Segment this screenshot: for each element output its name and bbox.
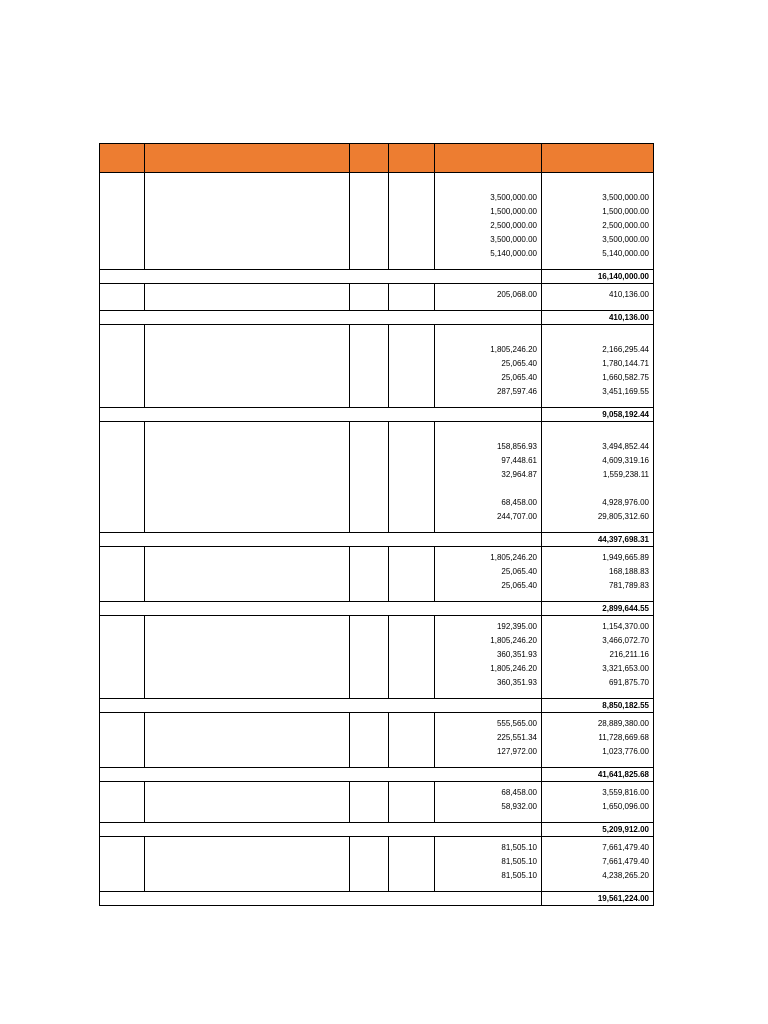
unit-price-value: 81,505.10: [501, 871, 537, 880]
unit-price-value: 3,500,000.00: [490, 193, 537, 202]
unit-cell: [350, 616, 389, 699]
quantity-cell: [389, 782, 435, 823]
amount-value: 4,609,319.16: [602, 456, 649, 465]
amount-value: 1,154,370.00: [602, 622, 649, 631]
subtotal-row: [100, 311, 654, 325]
amount-value: 410,136.00: [608, 290, 649, 299]
subtotal-label-cell: [100, 602, 542, 616]
unit-price-value: 68,458.00: [501, 788, 537, 797]
item-no-cell: [100, 325, 145, 408]
subtotal-row: [100, 699, 654, 713]
amount-value: 11,728,669.68: [598, 733, 649, 742]
unit-price-value: [435, 482, 537, 496]
amount-value: 4,928,976.00: [602, 498, 649, 507]
amount-cell: [542, 713, 654, 768]
subtotal-label-cell: [100, 699, 542, 713]
unit-price-value: 127,972.00: [496, 747, 537, 756]
amount-value: 168,188.83: [608, 567, 649, 576]
amount-value: 3,321,653.00: [602, 664, 649, 673]
amount-cell: [542, 782, 654, 823]
unit-price-value: 192,395.00: [496, 622, 537, 631]
unit-price-value: 244,707.00: [496, 512, 537, 521]
item-group-row: [100, 547, 654, 602]
description-cell: [145, 616, 350, 699]
subtotal-row: [100, 533, 654, 547]
unit-price-cell: [435, 284, 542, 311]
unit-price-value: 2,500,000.00: [490, 221, 537, 230]
quantity-cell: [389, 547, 435, 602]
description-cell: [145, 325, 350, 408]
subtotal-row: [100, 602, 654, 616]
item-no-cell: [100, 837, 145, 892]
subtotal-row: [100, 408, 654, 422]
amount-cell: [542, 547, 654, 602]
item-no-cell: [100, 547, 145, 602]
header-cell-unit-price: [435, 144, 542, 173]
unit-price-cell: [435, 173, 542, 270]
unit-price-value: 1,805,246.20: [490, 664, 537, 673]
unit-price-value: 25,065.40: [501, 581, 537, 590]
amount-value: 29,805,312.60: [597, 512, 649, 521]
spacer-line: [435, 426, 537, 440]
subtotal-value: 5,209,912.00: [542, 823, 654, 837]
amount-value: 2,166,295.44: [602, 345, 649, 354]
description-cell: [145, 713, 350, 768]
spacer-line: [542, 329, 649, 343]
amount-value: 1,559,238.11: [602, 470, 649, 479]
amount-value: 3,451,169.55: [602, 387, 649, 396]
amount-value: 3,494,852.44: [602, 442, 649, 451]
item-no-cell: [100, 422, 145, 533]
subtotal-label-cell: [100, 533, 542, 547]
subtotal-row: [100, 768, 654, 782]
subtotal-value: 8,850,182.55: [542, 699, 654, 713]
unit-price-value: 205,068.00: [496, 290, 537, 299]
description-cell: [145, 284, 350, 311]
subtotal-row: [100, 823, 654, 837]
item-group-row: [100, 616, 654, 699]
quantity-cell: [389, 837, 435, 892]
unit-cell: [350, 837, 389, 892]
unit-price-value: 5,140,000.00: [490, 249, 537, 258]
amount-cell: [542, 422, 654, 533]
amount-value: 3,500,000.00: [602, 193, 649, 202]
amount-value: 4,238,265.20: [602, 871, 649, 880]
subtotal-label-cell: [100, 270, 542, 284]
unit-price-cell: [435, 422, 542, 533]
unit-price-value: 1,805,246.20: [490, 345, 537, 354]
spacer-line: [435, 329, 537, 343]
unit-cell: [350, 173, 389, 270]
amount-value: [542, 482, 649, 496]
unit-price-value: 158,856.93: [496, 442, 537, 451]
amount-value: 1,650,096.00: [602, 802, 649, 811]
subtotal-row: [100, 270, 654, 284]
unit-price-cell: [435, 325, 542, 408]
amount-value: 3,466,072.70: [602, 636, 649, 645]
amount-cell: [542, 837, 654, 892]
unit-price-value: 555,565.00: [496, 719, 537, 728]
quantity-cell: [389, 173, 435, 270]
item-no-cell: [100, 782, 145, 823]
unit-cell: [350, 325, 389, 408]
unit-price-value: 25,065.40: [501, 373, 537, 382]
amount-value: 7,661,479.40: [602, 857, 649, 866]
unit-price-value: 1,805,246.20: [490, 553, 537, 562]
subtotal-value: 2,899,644.55: [542, 602, 654, 616]
quantity-cell: [389, 325, 435, 408]
spacer-line: [542, 177, 649, 191]
amount-value: 781,789.83: [608, 581, 649, 590]
amount-value: 1,780,144.71: [602, 359, 649, 368]
spacer-line: [435, 177, 537, 191]
amount-value: 216,211.16: [609, 650, 649, 659]
description-cell: [145, 837, 350, 892]
subtotal-label-cell: [100, 892, 542, 906]
item-group-row: [100, 782, 654, 823]
amount-cell: [542, 616, 654, 699]
amount-value: 691,875.70: [608, 678, 649, 687]
amount-value: 3,559,816.00: [602, 788, 649, 797]
quantity-cell: [389, 713, 435, 768]
amount-value: 7,661,479.40: [602, 843, 649, 852]
item-group-row: [100, 837, 654, 892]
quantity-cell: [389, 422, 435, 533]
unit-price-value: 1,805,246.20: [490, 636, 537, 645]
item-no-cell: [100, 173, 145, 270]
unit-cell: [350, 284, 389, 311]
spacer-line: [542, 426, 649, 440]
header-cell-amount: [542, 144, 654, 173]
item-group-row: [100, 284, 654, 311]
description-cell: [145, 173, 350, 270]
amount-value: 28,889,380.00: [597, 719, 649, 728]
item-no-cell: [100, 284, 145, 311]
amount-value: 1,500,000.00: [602, 207, 649, 216]
header-cell-unit: [350, 144, 389, 173]
unit-price-value: 81,505.10: [501, 843, 537, 852]
item-group-row: [100, 173, 654, 270]
table-body: [100, 173, 654, 906]
unit-cell: [350, 782, 389, 823]
unit-price-cell: [435, 547, 542, 602]
unit-price-cell: [435, 713, 542, 768]
amount-cell: [542, 173, 654, 270]
unit-price-value: 32,964.87: [501, 470, 537, 479]
item-group-row: [100, 422, 654, 533]
amount-value: 2,500,000.00: [602, 221, 649, 230]
amount-value: 3,500,000.00: [602, 235, 649, 244]
amount-value: 1,023,776.00: [602, 747, 649, 756]
subtotal-value: 41,641,825.68: [542, 768, 654, 782]
unit-price-value: 287,597.46: [496, 387, 537, 396]
unit-cell: [350, 422, 389, 533]
subtotal-value: 16,140,000.00: [542, 270, 654, 284]
header-cell-description: [145, 144, 350, 173]
subtotal-label-cell: [100, 823, 542, 837]
unit-price-cell: [435, 837, 542, 892]
unit-price-value: 81,505.10: [501, 857, 537, 866]
subtotal-label-cell: [100, 311, 542, 325]
description-cell: [145, 547, 350, 602]
unit-price-cell: [435, 616, 542, 699]
amount-value: 1,660,582.75: [602, 373, 649, 382]
unit-price-value: 360,351.93: [496, 650, 537, 659]
unit-price-value: 3,500,000.00: [490, 235, 537, 244]
unit-price-value: 58,932.00: [501, 802, 537, 811]
unit-price-value: 1,500,000.00: [490, 207, 537, 216]
header-cell-no: [100, 144, 145, 173]
unit-price-value: 25,065.40: [501, 359, 537, 368]
amount-value: 5,140,000.00: [602, 249, 649, 258]
unit-price-value: 360,351.93: [496, 678, 537, 687]
item-no-cell: [100, 616, 145, 699]
item-group-row: [100, 713, 654, 768]
description-cell: [145, 422, 350, 533]
quantity-cell: [389, 616, 435, 699]
unit-cell: [350, 713, 389, 768]
subtotal-value: 9,058,192.44: [542, 408, 654, 422]
subtotal-row: [100, 892, 654, 906]
amount-cell: [542, 284, 654, 311]
subtotal-value: 19,561,224.00: [542, 892, 654, 906]
unit-price-value: 225,551.34: [496, 733, 537, 742]
subtotal-value: 44,397,698.31: [542, 533, 654, 547]
unit-price-cell: [435, 782, 542, 823]
amount-value: 1,949,665.89: [602, 553, 649, 562]
subtotal-value: 410,136.00: [542, 311, 654, 325]
subtotal-label-cell: [100, 408, 542, 422]
unit-cell: [350, 547, 389, 602]
cost-table: [99, 143, 654, 906]
amount-cell: [542, 325, 654, 408]
description-cell: [145, 782, 350, 823]
header-cell-quantity: [389, 144, 435, 173]
item-group-row: [100, 325, 654, 408]
unit-price-value: 25,065.40: [501, 567, 537, 576]
unit-price-value: 68,458.00: [501, 498, 537, 507]
quantity-cell: [389, 284, 435, 311]
header-row: [100, 144, 654, 173]
unit-price-value: 97,448.61: [501, 456, 537, 465]
subtotal-label-cell: [100, 768, 542, 782]
item-no-cell: [100, 713, 145, 768]
